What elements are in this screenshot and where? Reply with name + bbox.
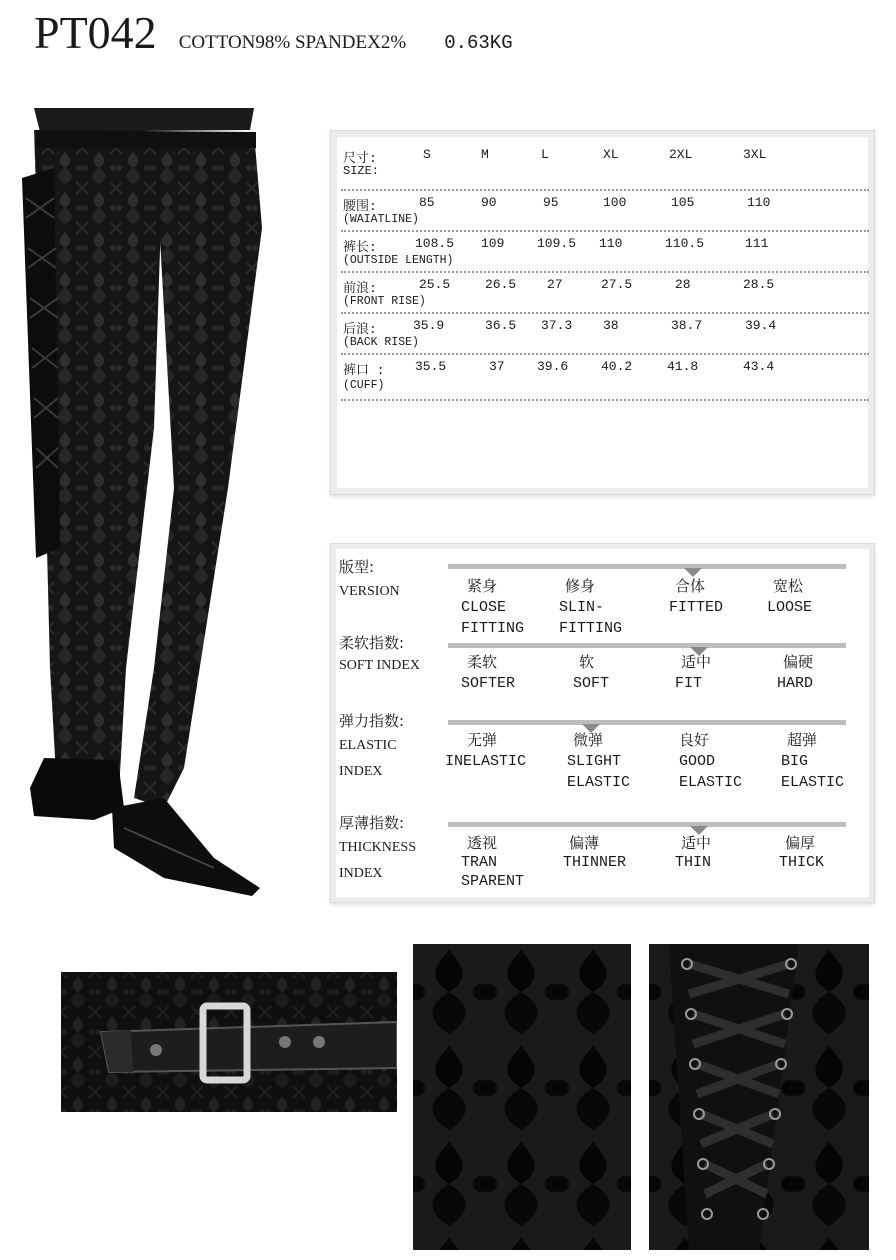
index-label-cn: 版型: [339,558,375,576]
row-label: 后浪: [343,322,377,337]
index-bar [448,564,846,569]
index-option: 宽松 LOOSE [767,577,813,616]
index-label-en: ELASTIC [339,738,397,753]
index-label-en: INDEX [339,866,383,881]
size-row-cuff [341,355,869,401]
size-cell: 38.7 [671,318,703,333]
size-cell: 105 [671,195,695,210]
row-sub-label: (CUFF) [343,379,385,392]
index-thickness [331,812,876,892]
index-option: 偏薄 THINNER [563,834,627,871]
size-cell: 110.5 [665,236,705,251]
size-cell: 28.5 [743,277,775,292]
index-label-en: SOFT INDEX [339,658,421,673]
product-code: PT042 [34,7,157,58]
index-label-cn: 厚薄指数: [339,814,405,832]
size-cell: 90 [481,195,497,210]
row-sub-label: (OUTSIDE LENGTH) [343,254,454,267]
size-col: XL [603,147,619,162]
index-option: 透视 TRAN SPARENT [461,834,525,890]
size-chart [330,130,875,495]
size-cell: 27.5 [601,277,633,292]
fabric-pattern-detail-photo [413,944,631,1250]
product-weight: 0.63KG [444,32,513,54]
size-cell: 38 [603,318,619,333]
size-row-waist [341,191,869,232]
index-label-en: VERSION [339,584,400,599]
size-cell: 40.2 [601,359,633,374]
index-label-en: INDEX [339,764,383,779]
size-cell: 37 [489,359,505,374]
size-cell: 37.3 [541,318,573,333]
material-composition: COTTON98% SPANDEX2% [178,32,407,53]
size-cell: 35.5 [415,359,447,374]
size-cell: 35.9 [413,318,445,333]
size-cell: 108.5 [415,236,455,251]
size-cell: 110 [599,236,623,251]
index-bar [448,720,846,725]
size-col: 3XL [743,147,767,162]
index-softness [331,632,876,712]
index-option: 柔软 SOFTER [461,653,516,692]
row-sub-label: (BACK RISE) [343,336,419,349]
product-header [34,6,513,59]
row-label: 裤口 : [343,363,385,378]
size-cell: 43.4 [743,359,775,374]
index-option: 偏硬 HARD [777,653,814,692]
row-label: 前浪: [343,281,377,296]
size-cell: 39.6 [537,359,569,374]
size-cell: 39.4 [745,318,777,333]
size-row-length [341,232,869,273]
size-header-row [341,143,869,191]
size-cell: 25.5 [419,277,451,292]
size-cell: 28 [675,277,691,292]
index-option: 合体 FITTED [669,577,724,616]
index-elasticity [331,710,876,790]
size-cell: 36.5 [485,318,517,333]
size-col: M [481,147,489,162]
side-lacing-detail-photo [649,944,869,1250]
size-table [341,143,869,401]
row-label: 裤长: [343,240,377,255]
size-col: L [541,147,549,162]
index-option: 无弹 INELASTIC [445,731,527,770]
index-bar [448,822,846,827]
size-row-front-rise [341,273,869,314]
fit-index-panel [330,543,875,903]
index-option: 紧身 CLOSE FITTING [461,577,525,637]
index-option: 偏厚 THICK [779,834,825,871]
row-sub-label: (FRONT RISE) [343,295,426,308]
row-sub-label: (WAIATLINE) [343,213,419,226]
size-cell: 109.5 [537,236,577,251]
index-option: 微弹 SLIGHT ELASTIC [567,731,631,791]
index-option: 适中 THIN [675,834,712,871]
index-bar [448,643,846,648]
size-cell: 95 [543,195,559,210]
size-cell: 110 [747,195,771,210]
size-cell: 26.5 [485,277,517,292]
index-label-cn: 柔软指数: [339,634,405,652]
size-col: 2XL [669,147,693,162]
index-label-cn: 弹力指数: [339,712,405,730]
size-row-back-rise [341,314,869,355]
index-option: 软 SOFT [573,653,610,692]
index-version [331,556,876,636]
size-header-sub: SIZE: [343,164,380,178]
index-label-en: THICKNESS [339,840,417,855]
size-cell: 85 [419,195,435,210]
size-cell: 111 [745,236,769,251]
index-option: 超弹 BIG ELASTIC [781,731,845,791]
size-cell: 109 [481,236,505,251]
index-option: 良好 GOOD ELASTIC [679,731,743,791]
index-option: 适中 FIT [675,653,712,692]
size-cell: 27 [547,277,563,292]
size-cell: 100 [603,195,627,210]
size-cell: 41.8 [667,359,699,374]
belt-buckle-detail-photo [61,972,397,1112]
size-col: S [423,147,431,162]
pants-photo [14,108,314,908]
index-option: 修身 SLIN- FITTING [559,577,623,637]
size-header-label: 尺寸: [343,151,377,166]
row-label: 腰围: [343,199,377,214]
